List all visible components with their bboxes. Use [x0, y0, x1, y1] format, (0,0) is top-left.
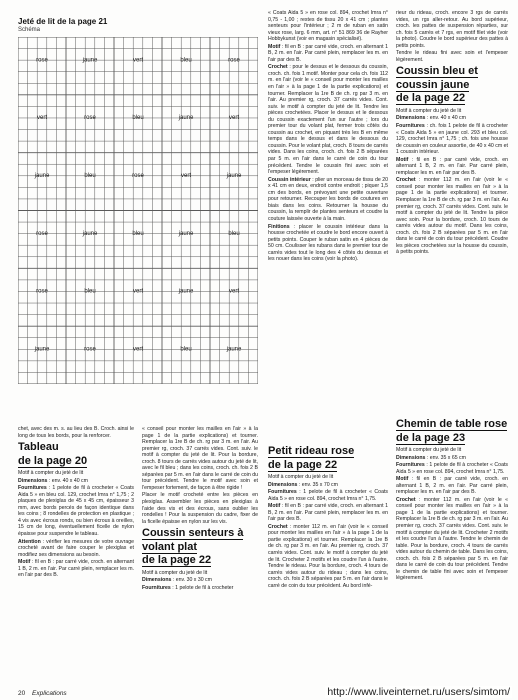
motif-label: Motif — [268, 43, 281, 50]
motif-text: : fil en B : par carré vide, croch. en alternant 1 B, 2 m. en l'air. Par carré plein, remplacer les m. en l'air par des B. — [268, 503, 388, 523]
fournitures-paragraph — [268, 489, 388, 502]
fournitures-text: : 1 pelote de fil à crocheter « Coats Aida 5 » en rose col. 894, crochet Imra n° 1,75. — [268, 489, 388, 502]
schema-cell-label: vert — [132, 57, 144, 64]
motif-note: Motif à compter du jeté de lit — [396, 447, 462, 453]
motif-note: Motif à compter du jeté de lit — [396, 107, 462, 114]
fournitures-text: : 1 pelote de fil à crocheter — [170, 584, 234, 591]
schema-cell-label: bleu — [180, 346, 192, 353]
finitions-paragraph — [268, 224, 388, 263]
section-title-line: volant plat — [142, 540, 198, 553]
schema-cell-label: vert — [180, 172, 192, 179]
fournitures-paragraph — [18, 485, 134, 537]
schema-cell-label: jaune — [226, 172, 242, 179]
motif-text: : fil en B : par carré vide, croch. en alternant 1 B, 2 m. en l'air. Par carré plein, remplacer les m. en l'air par des B. — [268, 43, 388, 63]
schema-cell-label: bleu — [132, 230, 144, 237]
section-title-coussin-bleu-jaune — [396, 65, 508, 106]
finitions-text: : placer le coussin intérieur dans la housse crochetée et coudre le bord encore ouvert à petits points. Couper le ruban satin en 4 pièces de 50 cm. Coulisser les rubans dans le premier tour de carrés vides tout le long des 4 côtés du dessus et les nouer dans les coins (voir la photo). — [268, 223, 388, 263]
schema-cell-label: bleu — [228, 230, 240, 237]
section-title-line: Tableau — [18, 441, 59, 454]
schema-cell-label: jaune — [178, 115, 194, 122]
fournitures-text: : 1 pelote de fil à crocheter « Coats Aida 5 » en bleu col. 129, crochet Imra n° 1,75 ; 2 plaques de plexiglas de 45 x 45 cm, épaisseur 3 mm, avec bords percés de façon identique dans les coins ; 8 rondelles de protection en plastique ; 4 vis avec écrous ronds, ou bien écrous à oreilles, 15 cm de long, éventuellement ficelle de nylon épaisse pour suspendre le tableau. — [18, 485, 134, 538]
publication-name: Explications — [32, 690, 67, 697]
dimensions-paragraph — [18, 478, 134, 485]
dimensions-paragraph — [396, 455, 508, 462]
schema-cell-label: vert — [132, 346, 144, 353]
watermark-url: http://www.liveinternet.ru/users/simtom/ — [327, 686, 510, 698]
fournitures-label: Fournitures — [396, 462, 425, 469]
dimensions-paragraph — [268, 482, 388, 489]
fournitures-paragraph — [142, 585, 258, 592]
schema-cell-label: vert — [228, 115, 240, 122]
motif-paragraph — [396, 476, 508, 496]
schema-cell-label: jaune — [34, 172, 50, 179]
schema-cell-label: jaune — [82, 230, 98, 237]
paragraph-text: rieur du rideau, croch. encore 3 rgs de carrés vides, un rgs aller-retour. Au bord supérieur, croch. les pattes de suspension réparties, sur ch. fois 5 carrés et 7 rgs, en motif filet vide (voir la photo). Coudre le bord supérieur des pattes à petits points. — [396, 10, 508, 49]
fournitures-text: : ch. fois 1 pelote de fil à crocheter « Coats Aida 5 » en jaune col. 293 et bleu col. 129, crochet Imra n° 1,75 ; ch. fois une housse de coussin en couleur assortie, de 40 x 40 cm et 1 coussin intérieur. — [396, 122, 508, 156]
dimensions-label: Dimensions — [142, 577, 172, 584]
motif-label: Motif — [18, 559, 31, 566]
dimensions-label: Dimensions — [396, 115, 426, 122]
interieur-text: : plier un morceau de tissu de 20 x 41 cm en deux, endroit contre endroit ; piquer 1,5 cm des bords, en prévoyant une petite ouverture pour retourner. Recouper les bords de coutures en biais dans les coins. Retourner la housse du coussin, la remplir de plantes senteurs et coudre la couture laissée ouverte à la main. — [268, 176, 388, 222]
schema-cell-label: vert — [36, 115, 48, 122]
schema-cell-label: jaune — [226, 346, 242, 353]
fournitures-label: Fournitures — [18, 485, 47, 492]
schema-cell-label: rose — [36, 230, 48, 237]
paragraph-text: « Coats Aida 5 » en rose col. 894, crochet Imra n° 0,75 - 1,00 ; restes de tissu 20 x 41 cm ; plantes senteurs pour l'intérieur ; 2 m de ruban en satin vieux rose, larg. 6 mm, art. n° 51 869 36 de Rayher Hobbykunst (voir en magasin spécialisé). — [268, 10, 388, 43]
dimensions-text: : env. 40 x 40 cm — [425, 115, 466, 122]
interieur-label: Coussin intérieur — [268, 176, 311, 183]
motif-label: Motif — [268, 503, 281, 510]
column-coussin-bleu-jaune — [396, 10, 508, 414]
section-title-line: de la page 22 — [268, 458, 338, 471]
motif-text: : fil en B : par carré vide, croch. en alternant 1 B, 2 m. en l'air. Par carré plein, remplacer les m. en l'air par des B. — [18, 559, 134, 579]
schema-title: Jeté de lit de la page 21 — [18, 17, 108, 26]
fournitures-text: : 1 pelote de fil à crocheter « Coats Aida 5 » en rose col. 894, crochet Imra n° 1,75. — [396, 462, 508, 475]
schema-cell-label: vert — [132, 288, 144, 295]
schema-cell-label: jaune — [82, 57, 98, 64]
column-coussin-senteurs — [142, 426, 258, 700]
section-title-line: de la page 23 — [396, 431, 466, 444]
schema-subtitle: Schéma — [18, 27, 41, 33]
schema-cell-label: bleu — [84, 288, 96, 295]
crochet-paragraph — [396, 497, 508, 582]
motif-text: : fil en B : par carré vide, croch. en alternant 1 B, 2 m. en l'air. Par carré plein, remplacer les m. en l'air par des B. — [396, 476, 508, 496]
motif-paragraph — [396, 157, 508, 177]
section-title-chemin-de-table — [396, 418, 508, 445]
schema-cell-label: jaune — [34, 346, 50, 353]
dimensions-text: : env. 40 x 40 cm — [47, 477, 88, 484]
crochet-label: Crochet — [268, 523, 288, 530]
crochet-label: Crochet — [396, 177, 416, 184]
section-title-line: Chemin de table rose — [396, 418, 508, 430]
motif-note: Motif à compter du jeté de lit — [18, 470, 84, 477]
schema-cell-label: bleu — [132, 115, 144, 122]
schema-cell-label: bleu — [180, 57, 192, 64]
schema-cell-label: rose — [36, 57, 48, 64]
column-chemin-de-table — [396, 416, 508, 700]
section-title-tableau — [18, 441, 134, 468]
section-title-line: Coussin senteurs à — [142, 527, 244, 540]
crochet-text: : monter 112 m. en l'air (voir le « conseil pour monter les mailles en l'air » à la page 1 de la partie explications) et tourner. Remplacer la 1re B de ch. rg par 3 m. en l'air. Au premier rg, croch. 37 carrés vides. Cont. suiv. le motif à compter du jeté de lit. Tendre la pièce avec soin. Pour la bordure, croch. 10 tours de carrés vides autour du motif. Dans les coins, croch. ch. fois 2 B séparées par 5 m. en l'air dans le carré de coin du tour précédent. Coudre les pièces crochetées sur la housse du coussin, à petits points. — [396, 177, 508, 256]
dimensions-label: Dimensions — [396, 454, 426, 461]
motif-paragraph — [268, 44, 388, 64]
crochet-paragraph — [268, 524, 388, 589]
motif-paragraph — [18, 559, 134, 579]
fournitures-label: Fournitures — [268, 489, 297, 496]
schema-cell-label: rose — [36, 288, 48, 295]
page-number: 20 — [18, 690, 26, 697]
attention-label: Attention — [18, 538, 41, 545]
schema-grid — [18, 37, 258, 384]
fournitures-paragraph — [396, 462, 508, 475]
fournitures-label: Fournitures — [142, 584, 171, 591]
motif-note: Motif à compter du jeté de lit — [268, 474, 334, 480]
dimensions-label: Dimensions — [18, 477, 48, 484]
column-coussin-senteurs-suite — [268, 10, 388, 440]
schema-cell-label: rose — [132, 172, 144, 179]
crochet-text: : pour le dessus et le dessous du coussin, croch. ch. fois 1 motif. Monter pour cela ch. fois 112 m. en l'air (voir le « conseil pour monter les mailles en l'air » à la page 1 de la partie explications) et tourner. Remplacer la 1re B de ch. rg par 3 m. en l'air. Au premier rg, croch. 37 carrés vides. Cont. suiv. le motif à compter du jeté de lit. Tendre les pièces crochetées. Placer le dessus et le dessous du coussin exactement l'un sur l'autre ; lors du premier tour du volant plat, fermer trois côtés du coussin au crochet, en piquant très les B en même temps dans le dessus et dans le dessous du coussin. Pour le volant plat, croch. 8 tours de carrés vides. Dans les coins, croch. ch. fois 2 B séparées par 5 m. en l'air dans le carré de coin du tour précédent. Tendre le coussin fini avec soin et l'empeser légèrement. — [268, 64, 388, 176]
dimensions-text: : env. 35 x 70 cm — [297, 481, 338, 488]
dimensions-text: : env. 30 x 30 cm — [171, 577, 212, 584]
paragraph-text: « conseil pour monter les mailles en l'air » à la page 1 de la partie explications) et tourner. Remplacer la 1re B de ch. rg par 3 m. en l'air. Au premier rg, croch. 37 carrés vides. Cont. suiv. le motif à compter du jeté de lit. Pour la bordure, croch. 8 tours de carrés vides autour du jeté de lit, avec le fil bleu ; dans les coins, croch. ch. fois 2 B séparées par 5 m. en l'air dans le carré de coin du tour précédent. Tendre le motif avec soin et l'empeser fortement, de façon à être rigide ! — [142, 426, 258, 491]
motif-paragraph — [268, 503, 388, 523]
motif-note: Motif à compter du jeté de lit — [142, 569, 208, 576]
schema-cell-label: jaune — [178, 288, 194, 295]
column-petit-rideau — [268, 443, 388, 700]
fournitures-label: Fournitures — [396, 122, 425, 129]
schema-cell-label: rose — [84, 115, 96, 122]
schema-cell-label: rose — [228, 57, 240, 64]
paragraph-intro: chet, avec des m. s. au lieu des B. Croch. ainsi le long de tous les bords, pour la renforcer. — [18, 426, 134, 439]
dimensions-paragraph — [142, 577, 258, 584]
dimensions-label: Dimensions — [268, 481, 298, 488]
schema-cell-label: bleu — [84, 172, 96, 179]
section-title-line: Coussin bleu et — [396, 65, 478, 78]
crochet-label: Crochet — [396, 496, 416, 503]
attention-paragraph — [18, 539, 134, 559]
section-title-line: de la page 22 — [142, 554, 212, 567]
attention-text: : vérifier les mesures de votre ouvrage crocheté avant de faire couper le plexiglas et modifiez ses dimensions au besoin. — [18, 538, 134, 558]
fournitures-paragraph — [396, 123, 508, 156]
column-tableau — [18, 426, 134, 700]
dimensions-text: : env. 35 x 65 cm — [425, 454, 466, 461]
section-title-line: de la page 22 — [396, 92, 466, 105]
dimensions-paragraph — [396, 115, 508, 122]
crochet-text: : monter 112 m. en l'air (voir le « conseil pour monter les mailles en l'air » à la page 1 de la partie explications) et tourner. Remplacer la 1re B de ch. rg par 3 m. en l'air. Au premier rg, croch. 37 carrés vides. Cont. suiv. le motif à compter du jeté de lit. Crocheter 2 motifs et les coudre l'un à l'autre. Tendre le chemin de table. Pour la bordure, croch. 4 tours de carrés vides autour du chemin de table. Dans les coins, croch. ch. fois 2 B séparées par 5 m. en l'air dans le carré de coin du tour précédent. Tendre le chemin de table fini avec soin et l'empeser légèrement. — [396, 496, 508, 582]
crochet-paragraph — [268, 64, 388, 175]
paragraph-text: Tendre le rideau fini avec soin et l'empeser légèrement. — [396, 50, 508, 63]
interieur-paragraph — [268, 177, 388, 223]
crochet-text: : monter 112 m. en l'air (voir le « conseil pour monter les mailles en l'air » à la page 1 de la partie explications) et tourner. Remplacer la 1re B de ch. rg par 3 m. en l'air. Au premier rg, croch. 37 carrés vides. Cont. suiv. le motif à compter du jeté de lit. Crocheter 2 motifs et les coudre l'un à l'autre. Tendre le rideau. Pour la bordure, croch. 4 tours de carrés vides autour du rideau ; dans les coins, croch. ch. fois 2 B séparées par 5 m. en l'air dans le carré de coin du tour précédent. Au bord infé- — [268, 523, 388, 589]
motif-label: Motif — [396, 156, 409, 163]
section-title-coussin-senteurs — [142, 527, 258, 568]
crochet-label: Crochet — [268, 64, 288, 71]
schema-cell-label: vert — [228, 288, 240, 295]
section-title-line: coussin jaune — [396, 78, 470, 91]
schema-cell-label: jaune — [178, 230, 194, 237]
section-title-line: Petit rideau rose — [268, 445, 355, 457]
crochet-paragraph — [396, 177, 508, 256]
finitions-label: Finitions — [268, 223, 290, 230]
paragraph-text: Placer le motif crocheté entre les pièces en plexiglas. Assembler les pièces en plexiglas à l'aide des vis et des écrous, sans oublier les rondelles ! Pour la suspension du cadre, fixer de la ficelle épaisse en nylon sur les vis. — [142, 492, 258, 525]
schema-cell-label: rose — [84, 346, 96, 353]
section-title-line: de la page 20 — [18, 454, 88, 467]
section-title-petit-rideau — [268, 445, 388, 472]
motif-text: : fil en B : par carré vide, croch. en alternant 1 B, 2 m. en l'air. Par carré plein, remplacer les m. en l'air par des B. — [396, 156, 508, 176]
motif-label: Motif — [396, 476, 409, 483]
